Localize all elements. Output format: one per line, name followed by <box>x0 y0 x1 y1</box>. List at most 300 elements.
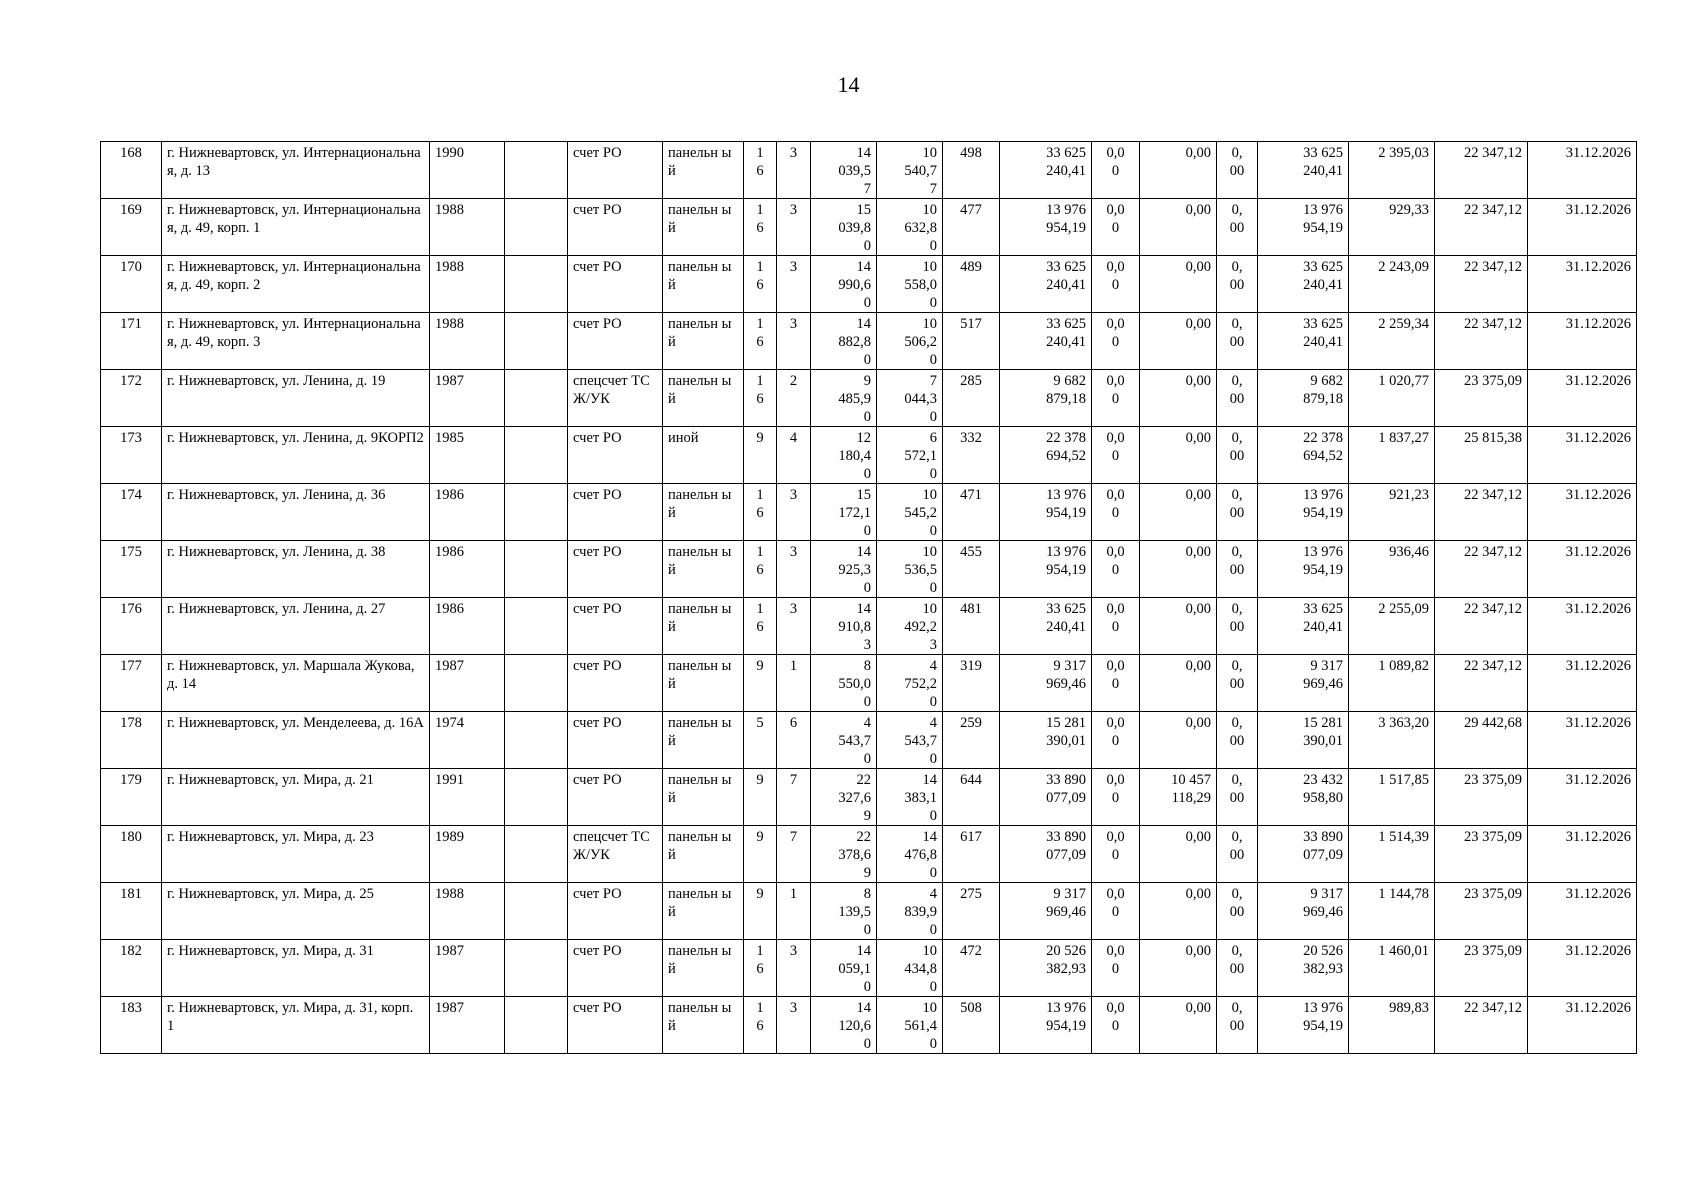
fund-cost-2-cell: 0,00 <box>1140 313 1217 370</box>
fund-cost-2-cell: 0,00 <box>1140 940 1217 997</box>
entrances-cell: 3 <box>777 484 811 541</box>
total-cost-cell: 13 976 954,19 <box>1000 199 1092 256</box>
entrances-cell: 3 <box>777 940 811 997</box>
address-cell: г. Нижневартовск, ул. Мира, д. 31, корп. 1 <box>162 997 430 1054</box>
residents-cell: 275 <box>943 883 1000 940</box>
residential-area-cell: 10 545,2 0 <box>877 484 943 541</box>
residential-area-cell: 4 543,7 0 <box>877 712 943 769</box>
fund-cost-3-cell: 0, 00 <box>1217 313 1258 370</box>
deadline-date-cell: 31.12.2026 <box>1528 598 1637 655</box>
fund-cost-1-cell: 0,0 0 <box>1092 655 1140 712</box>
address-cell: г. Нижневартовск, ул. Ленина, д. 27 <box>162 598 430 655</box>
empty-cell <box>505 769 568 826</box>
wall-material-cell: панельн ый <box>663 997 744 1054</box>
address-cell: г. Нижневартовск, ул. Ленина, д. 38 <box>162 541 430 598</box>
entrances-cell: 7 <box>777 769 811 826</box>
address-cell: г. Нижневартовск, ул. Интернациональная, д. 49, корп. 3 <box>162 313 430 370</box>
limit-cost-cell: 22 347,12 <box>1435 541 1528 598</box>
unit-cost-cell: 1 460,01 <box>1349 940 1435 997</box>
fund-cost-1-cell: 0,0 0 <box>1092 769 1140 826</box>
unit-cost-cell: 1 089,82 <box>1349 655 1435 712</box>
total-area-cell: 8 550,0 0 <box>811 655 877 712</box>
unit-cost-cell: 2 243,09 <box>1349 256 1435 313</box>
fund-cost-3-cell: 0, 00 <box>1217 769 1258 826</box>
owner-funds-cell: 15 281 390,01 <box>1258 712 1349 769</box>
fund-cost-2-cell: 0,00 <box>1140 484 1217 541</box>
table-row <box>101 484 1637 541</box>
unit-cost-cell: 1 517,85 <box>1349 769 1435 826</box>
residents-cell: 517 <box>943 313 1000 370</box>
total-cost-cell: 13 976 954,19 <box>1000 484 1092 541</box>
floors-cell: 9 <box>744 826 777 883</box>
fund-method-cell: счет РО <box>568 655 663 712</box>
row-number: 178 <box>101 712 162 769</box>
wall-material-cell: панельн ый <box>663 199 744 256</box>
address-cell: г. Нижневартовск, ул. Мира, д. 25 <box>162 883 430 940</box>
total-cost-cell: 33 890 077,09 <box>1000 826 1092 883</box>
unit-cost-cell: 2 255,09 <box>1349 598 1435 655</box>
fund-cost-1-cell: 0,0 0 <box>1092 142 1140 199</box>
fund-cost-3-cell: 0, 00 <box>1217 541 1258 598</box>
unit-cost-cell: 936,46 <box>1349 541 1435 598</box>
deadline-date-cell: 31.12.2026 <box>1528 769 1637 826</box>
residents-cell: 332 <box>943 427 1000 484</box>
unit-cost-cell: 929,33 <box>1349 199 1435 256</box>
deadline-date-cell: 31.12.2026 <box>1528 826 1637 883</box>
total-cost-cell: 33 890 077,09 <box>1000 769 1092 826</box>
fund-method-cell: счет РО <box>568 142 663 199</box>
fund-cost-2-cell: 0,00 <box>1140 598 1217 655</box>
floors-cell: 1 6 <box>744 940 777 997</box>
deadline-date-cell: 31.12.2026 <box>1528 541 1637 598</box>
owner-funds-cell: 33 625 240,41 <box>1258 256 1349 313</box>
fund-method-cell: счет РО <box>568 313 663 370</box>
owner-funds-cell: 9 682 879,18 <box>1258 370 1349 427</box>
fund-method-cell: счет РО <box>568 883 663 940</box>
page-number: 14 <box>837 72 860 97</box>
fund-method-cell: счет РО <box>568 769 663 826</box>
fund-cost-3-cell: 0, 00 <box>1217 370 1258 427</box>
total-cost-cell: 15 281 390,01 <box>1000 712 1092 769</box>
floors-cell: 5 <box>744 712 777 769</box>
fund-cost-3-cell: 0, 00 <box>1217 883 1258 940</box>
year-cell: 1974 <box>430 712 505 769</box>
row-number: 177 <box>101 655 162 712</box>
limit-cost-cell: 22 347,12 <box>1435 598 1528 655</box>
fund-cost-3-cell: 0, 00 <box>1217 940 1258 997</box>
floors-cell: 1 6 <box>744 199 777 256</box>
residents-cell: 489 <box>943 256 1000 313</box>
entrances-cell: 3 <box>777 256 811 313</box>
total-cost-cell: 33 625 240,41 <box>1000 598 1092 655</box>
empty-cell <box>505 427 568 484</box>
total-cost-cell: 13 976 954,19 <box>1000 997 1092 1054</box>
row-number: 179 <box>101 769 162 826</box>
fund-cost-1-cell: 0,0 0 <box>1092 997 1140 1054</box>
total-cost-cell: 33 625 240,41 <box>1000 313 1092 370</box>
residential-area-cell: 10 561,4 0 <box>877 997 943 1054</box>
wall-material-cell: панельн ый <box>663 655 744 712</box>
residential-area-cell: 10 632,8 0 <box>877 199 943 256</box>
limit-cost-cell: 22 347,12 <box>1435 199 1528 256</box>
fund-cost-3-cell: 0, 00 <box>1217 427 1258 484</box>
fund-cost-2-cell: 0,00 <box>1140 883 1217 940</box>
floors-cell: 1 6 <box>744 997 777 1054</box>
table-row <box>101 427 1637 484</box>
residential-area-cell: 10 536,5 0 <box>877 541 943 598</box>
unit-cost-cell: 1 020,77 <box>1349 370 1435 427</box>
deadline-date-cell: 31.12.2026 <box>1528 199 1637 256</box>
total-area-cell: 12 180,4 0 <box>811 427 877 484</box>
total-area-cell: 14 882,8 0 <box>811 313 877 370</box>
row-number: 175 <box>101 541 162 598</box>
fund-cost-2-cell: 0,00 <box>1140 541 1217 598</box>
year-cell: 1986 <box>430 598 505 655</box>
empty-cell <box>505 598 568 655</box>
fund-cost-3-cell: 0, 00 <box>1217 826 1258 883</box>
fund-cost-2-cell: 0,00 <box>1140 427 1217 484</box>
deadline-date-cell: 31.12.2026 <box>1528 655 1637 712</box>
wall-material-cell: панельн ый <box>663 883 744 940</box>
empty-cell <box>505 997 568 1054</box>
row-number: 173 <box>101 427 162 484</box>
deadline-date-cell: 31.12.2026 <box>1528 142 1637 199</box>
empty-cell <box>505 142 568 199</box>
limit-cost-cell: 23 375,09 <box>1435 370 1528 427</box>
total-area-cell: 14 990,6 0 <box>811 256 877 313</box>
limit-cost-cell: 29 442,68 <box>1435 712 1528 769</box>
limit-cost-cell: 22 347,12 <box>1435 142 1528 199</box>
residential-area-cell: 10 558,0 0 <box>877 256 943 313</box>
residents-cell: 481 <box>943 598 1000 655</box>
address-cell: г. Нижневартовск, ул. Мира, д. 31 <box>162 940 430 997</box>
fund-cost-2-cell: 10 457 118,29 <box>1140 769 1217 826</box>
fund-cost-1-cell: 0,0 0 <box>1092 256 1140 313</box>
wall-material-cell: панельн ый <box>663 484 744 541</box>
deadline-date-cell: 31.12.2026 <box>1528 427 1637 484</box>
row-number: 169 <box>101 199 162 256</box>
total-area-cell: 4 543,7 0 <box>811 712 877 769</box>
fund-method-cell: счет РО <box>568 541 663 598</box>
floors-cell: 9 <box>744 427 777 484</box>
wall-material-cell: панельн ый <box>663 826 744 883</box>
year-cell: 1988 <box>430 199 505 256</box>
table-row <box>101 370 1637 427</box>
address-cell: г. Нижневартовск, ул. Менделеева, д. 16А <box>162 712 430 769</box>
table-body <box>101 142 1637 1054</box>
fund-cost-2-cell: 0,00 <box>1140 142 1217 199</box>
unit-cost-cell: 1 837,27 <box>1349 427 1435 484</box>
table-row <box>101 256 1637 313</box>
owner-funds-cell: 33 625 240,41 <box>1258 598 1349 655</box>
entrances-cell: 1 <box>777 883 811 940</box>
owner-funds-cell: 23 432 958,80 <box>1258 769 1349 826</box>
residents-cell: 498 <box>943 142 1000 199</box>
fund-method-cell: спецсчет ТСЖ/УК <box>568 370 663 427</box>
limit-cost-cell: 22 347,12 <box>1435 655 1528 712</box>
limit-cost-cell: 22 347,12 <box>1435 997 1528 1054</box>
deadline-date-cell: 31.12.2026 <box>1528 313 1637 370</box>
table-row <box>101 142 1637 199</box>
limit-cost-cell: 22 347,12 <box>1435 256 1528 313</box>
limit-cost-cell: 23 375,09 <box>1435 826 1528 883</box>
entrances-cell: 4 <box>777 427 811 484</box>
wall-material-cell: панельн ый <box>663 598 744 655</box>
total-cost-cell: 9 317 969,46 <box>1000 883 1092 940</box>
floors-cell: 1 6 <box>744 484 777 541</box>
address-cell: г. Нижневартовск, ул. Мира, д. 21 <box>162 769 430 826</box>
housing-registry-table <box>100 141 1637 1054</box>
year-cell: 1988 <box>430 256 505 313</box>
fund-cost-1-cell: 0,0 0 <box>1092 712 1140 769</box>
residential-area-cell: 7 044,3 0 <box>877 370 943 427</box>
residents-cell: 471 <box>943 484 1000 541</box>
fund-method-cell: счет РО <box>568 940 663 997</box>
fund-cost-1-cell: 0,0 0 <box>1092 883 1140 940</box>
wall-material-cell: панельн ый <box>663 541 744 598</box>
owner-funds-cell: 13 976 954,19 <box>1258 199 1349 256</box>
fund-method-cell: спецсчет ТСЖ/УК <box>568 826 663 883</box>
total-cost-cell: 9 317 969,46 <box>1000 655 1092 712</box>
floors-cell: 1 6 <box>744 598 777 655</box>
fund-cost-2-cell: 0,00 <box>1140 370 1217 427</box>
residents-cell: 259 <box>943 712 1000 769</box>
residential-area-cell: 10 506,2 0 <box>877 313 943 370</box>
row-number: 172 <box>101 370 162 427</box>
total-cost-cell: 33 625 240,41 <box>1000 142 1092 199</box>
owner-funds-cell: 9 317 969,46 <box>1258 883 1349 940</box>
total-area-cell: 14 925,3 0 <box>811 541 877 598</box>
fund-cost-1-cell: 0,0 0 <box>1092 541 1140 598</box>
empty-cell <box>505 370 568 427</box>
fund-method-cell: счет РО <box>568 427 663 484</box>
table-row <box>101 541 1637 598</box>
fund-method-cell: счет РО <box>568 997 663 1054</box>
residents-cell: 477 <box>943 199 1000 256</box>
floors-cell: 1 6 <box>744 541 777 598</box>
year-cell: 1985 <box>430 427 505 484</box>
limit-cost-cell: 22 347,12 <box>1435 313 1528 370</box>
fund-cost-3-cell: 0, 00 <box>1217 484 1258 541</box>
owner-funds-cell: 9 317 969,46 <box>1258 655 1349 712</box>
entrances-cell: 3 <box>777 313 811 370</box>
fund-cost-3-cell: 0, 00 <box>1217 142 1258 199</box>
fund-cost-1-cell: 0,0 0 <box>1092 826 1140 883</box>
total-area-cell: 9 485,9 0 <box>811 370 877 427</box>
owner-funds-cell: 33 625 240,41 <box>1258 142 1349 199</box>
fund-cost-1-cell: 0,0 0 <box>1092 427 1140 484</box>
year-cell: 1987 <box>430 370 505 427</box>
year-cell: 1988 <box>430 883 505 940</box>
empty-cell <box>505 883 568 940</box>
total-area-cell: 22 378,6 9 <box>811 826 877 883</box>
row-number: 174 <box>101 484 162 541</box>
unit-cost-cell: 2 395,03 <box>1349 142 1435 199</box>
empty-cell <box>505 256 568 313</box>
address-cell: г. Нижневартовск, ул. Ленина, д. 36 <box>162 484 430 541</box>
year-cell: 1987 <box>430 655 505 712</box>
table-row <box>101 598 1637 655</box>
wall-material-cell: панельн ый <box>663 142 744 199</box>
fund-method-cell: счет РО <box>568 199 663 256</box>
residential-area-cell: 14 383,1 0 <box>877 769 943 826</box>
deadline-date-cell: 31.12.2026 <box>1528 997 1637 1054</box>
fund-cost-2-cell: 0,00 <box>1140 712 1217 769</box>
empty-cell <box>505 826 568 883</box>
unit-cost-cell: 989,83 <box>1349 997 1435 1054</box>
floors-cell: 9 <box>744 883 777 940</box>
residents-cell: 455 <box>943 541 1000 598</box>
residential-area-cell: 10 540,7 7 <box>877 142 943 199</box>
fund-method-cell: счет РО <box>568 256 663 313</box>
table-row <box>101 826 1637 883</box>
table-row <box>101 655 1637 712</box>
total-area-cell: 22 327,6 9 <box>811 769 877 826</box>
limit-cost-cell: 25 815,38 <box>1435 427 1528 484</box>
entrances-cell: 3 <box>777 142 811 199</box>
empty-cell <box>505 940 568 997</box>
fund-cost-2-cell: 0,00 <box>1140 655 1217 712</box>
year-cell: 1989 <box>430 826 505 883</box>
entrances-cell: 3 <box>777 598 811 655</box>
owner-funds-cell: 13 976 954,19 <box>1258 484 1349 541</box>
deadline-date-cell: 31.12.2026 <box>1528 484 1637 541</box>
residential-area-cell: 14 476,8 0 <box>877 826 943 883</box>
year-cell: 1991 <box>430 769 505 826</box>
owner-funds-cell: 33 625 240,41 <box>1258 313 1349 370</box>
address-cell: г. Нижневартовск, ул. Мира, д. 23 <box>162 826 430 883</box>
unit-cost-cell: 921,23 <box>1349 484 1435 541</box>
empty-cell <box>505 484 568 541</box>
unit-cost-cell: 2 259,34 <box>1349 313 1435 370</box>
limit-cost-cell: 23 375,09 <box>1435 883 1528 940</box>
limit-cost-cell: 22 347,12 <box>1435 484 1528 541</box>
table-row <box>101 883 1637 940</box>
total-cost-cell: 20 526 382,93 <box>1000 940 1092 997</box>
owner-funds-cell: 13 976 954,19 <box>1258 997 1349 1054</box>
year-cell: 1987 <box>430 997 505 1054</box>
total-area-cell: 15 172,1 0 <box>811 484 877 541</box>
unit-cost-cell: 1 514,39 <box>1349 826 1435 883</box>
row-number: 170 <box>101 256 162 313</box>
wall-material-cell: панельн ый <box>663 712 744 769</box>
limit-cost-cell: 23 375,09 <box>1435 769 1528 826</box>
address-cell: г. Нижневартовск, ул. Ленина, д. 9КОРП2 <box>162 427 430 484</box>
entrances-cell: 2 <box>777 370 811 427</box>
row-number: 182 <box>101 940 162 997</box>
fund-cost-1-cell: 0,0 0 <box>1092 598 1140 655</box>
residents-cell: 508 <box>943 997 1000 1054</box>
year-cell: 1990 <box>430 142 505 199</box>
residents-cell: 285 <box>943 370 1000 427</box>
residential-area-cell: 4 752,2 0 <box>877 655 943 712</box>
floors-cell: 1 6 <box>744 313 777 370</box>
address-cell: г. Нижневартовск, ул. Интернациональная, д. 49, корп. 2 <box>162 256 430 313</box>
floors-cell: 9 <box>744 769 777 826</box>
wall-material-cell: панельн ый <box>663 313 744 370</box>
entrances-cell: 3 <box>777 997 811 1054</box>
residents-cell: 617 <box>943 826 1000 883</box>
floors-cell: 9 <box>744 655 777 712</box>
residents-cell: 319 <box>943 655 1000 712</box>
table-row <box>101 313 1637 370</box>
deadline-date-cell: 31.12.2026 <box>1528 712 1637 769</box>
owner-funds-cell: 20 526 382,93 <box>1258 940 1349 997</box>
owner-funds-cell: 13 976 954,19 <box>1258 541 1349 598</box>
wall-material-cell: панельн ый <box>663 769 744 826</box>
table-row <box>101 997 1637 1054</box>
entrances-cell: 3 <box>777 199 811 256</box>
fund-method-cell: счет РО <box>568 598 663 655</box>
floors-cell: 1 6 <box>744 370 777 427</box>
unit-cost-cell: 1 144,78 <box>1349 883 1435 940</box>
wall-material-cell: панельн ый <box>663 940 744 997</box>
fund-cost-2-cell: 0,00 <box>1140 199 1217 256</box>
fund-cost-1-cell: 0,0 0 <box>1092 484 1140 541</box>
wall-material-cell: панельн ый <box>663 256 744 313</box>
owner-funds-cell: 33 890 077,09 <box>1258 826 1349 883</box>
wall-material-cell: панельн ый <box>663 370 744 427</box>
row-number: 168 <box>101 142 162 199</box>
address-cell: г. Нижневартовск, ул. Ленина, д. 19 <box>162 370 430 427</box>
empty-cell <box>505 655 568 712</box>
entrances-cell: 6 <box>777 712 811 769</box>
total-area-cell: 14 910,8 3 <box>811 598 877 655</box>
deadline-date-cell: 31.12.2026 <box>1528 940 1637 997</box>
empty-cell <box>505 541 568 598</box>
fund-cost-1-cell: 0,0 0 <box>1092 313 1140 370</box>
floors-cell: 1 6 <box>744 142 777 199</box>
fund-cost-3-cell: 0, 00 <box>1217 655 1258 712</box>
fund-cost-2-cell: 0,00 <box>1140 826 1217 883</box>
row-number: 183 <box>101 997 162 1054</box>
total-area-cell: 14 059,1 0 <box>811 940 877 997</box>
residential-area-cell: 6 572,1 0 <box>877 427 943 484</box>
residential-area-cell: 4 839,9 0 <box>877 883 943 940</box>
fund-cost-3-cell: 0, 00 <box>1217 256 1258 313</box>
table-row <box>101 712 1637 769</box>
total-area-cell: 14 039,5 7 <box>811 142 877 199</box>
year-cell: 1986 <box>430 541 505 598</box>
entrances-cell: 1 <box>777 655 811 712</box>
residential-area-cell: 10 434,8 0 <box>877 940 943 997</box>
residents-cell: 644 <box>943 769 1000 826</box>
total-cost-cell: 9 682 879,18 <box>1000 370 1092 427</box>
row-number: 180 <box>101 826 162 883</box>
fund-cost-2-cell: 0,00 <box>1140 997 1217 1054</box>
total-area-cell: 8 139,5 0 <box>811 883 877 940</box>
total-cost-cell: 22 378 694,52 <box>1000 427 1092 484</box>
year-cell: 1986 <box>430 484 505 541</box>
fund-cost-1-cell: 0,0 0 <box>1092 940 1140 997</box>
empty-cell <box>505 712 568 769</box>
fund-cost-1-cell: 0,0 0 <box>1092 370 1140 427</box>
row-number: 176 <box>101 598 162 655</box>
fund-cost-2-cell: 0,00 <box>1140 256 1217 313</box>
total-area-cell: 14 120,6 0 <box>811 997 877 1054</box>
fund-cost-3-cell: 0, 00 <box>1217 712 1258 769</box>
fund-cost-3-cell: 0, 00 <box>1217 199 1258 256</box>
fund-cost-3-cell: 0, 00 <box>1217 997 1258 1054</box>
limit-cost-cell: 23 375,09 <box>1435 940 1528 997</box>
year-cell: 1987 <box>430 940 505 997</box>
total-cost-cell: 13 976 954,19 <box>1000 541 1092 598</box>
table-row <box>101 769 1637 826</box>
total-cost-cell: 33 625 240,41 <box>1000 256 1092 313</box>
fund-method-cell: счет РО <box>568 484 663 541</box>
total-area-cell: 15 039,8 0 <box>811 199 877 256</box>
address-cell: г. Нижневартовск, ул. Маршала Жукова, д. 14 <box>162 655 430 712</box>
